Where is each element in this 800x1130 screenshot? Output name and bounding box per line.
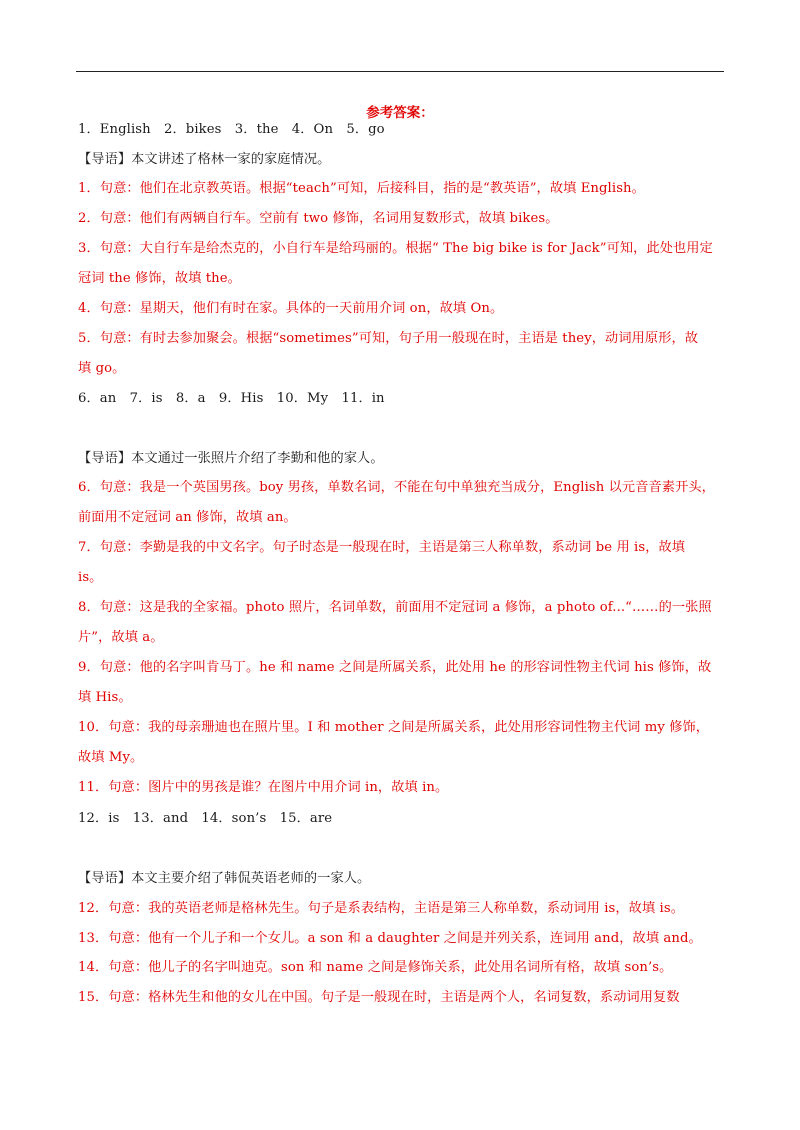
text-line: 【导语】本文讲述了格林一家的家庭情况。 xyxy=(78,152,331,167)
page-title: 参考答案： xyxy=(366,105,434,121)
text-line: 8．句意：这是我的全家福。photo 照片，名词单数，前面用不定冠词 a 修饰，a photo of...“……的一张照 xyxy=(78,600,712,615)
text-line: 7．句意：李勤是我的中文名字。句子时态是一般现在时，主语是第三人称单数，系动词 be 用 is，故填 xyxy=(78,540,686,555)
text-line: 15．句意：格林先生和他的女儿在中国。句子是一般现在时，主语是两个人，名词复数，系动词用复数 xyxy=(78,990,680,1005)
text-line: 12．is 13．and 14．son’s 15．are xyxy=(78,811,333,826)
text-line: 【导语】本文主要介绍了韩侃英语老师的一家人。 xyxy=(78,871,371,886)
text-line: 9．句意：他的名字叫肯马丁。he 和 name 之间是所属关系，此处用 he 的形容词性物主代词 his 修饰，故 xyxy=(78,660,712,675)
text-line: 3．句意：大自行车是给杰克的，小自行车是给玛丽的。根据“ The big bike is for Jack”可知，此处也用定 xyxy=(78,241,713,256)
text-line: 11．句意：图片中的男孩是谁？在图片中用介词 in，故填 in。 xyxy=(78,780,449,795)
text-line: 1．句意：他们在北京教英语。根据“teach”可知，后接科目，指的是“教英语”，故填 English。 xyxy=(78,181,645,196)
header-rule xyxy=(76,71,724,72)
text-line: is。 xyxy=(78,570,103,585)
text-line: 13．句意：他有一个儿子和一个女儿。a son 和 a daughter 之间是并列关系，连词用 and，故填 and。 xyxy=(78,931,702,946)
text-line: 10．句意：我的母亲珊迪也在照片里。I 和 mother 之间是所属关系，此处用形容词性物主代词 my 修饰， xyxy=(78,720,710,735)
text-line: 2．句意：他们有两辆自行车。空前有 two 修饰，名词用复数形式，故填 bikes。 xyxy=(78,211,559,226)
text-line: 前面用不定冠词 an 修饰，故填 an。 xyxy=(78,510,297,525)
text-line: 6．an 7．is 8．a 9．His 10．My 11．in xyxy=(78,391,385,406)
text-line: 故填 My。 xyxy=(78,750,144,765)
text-line: 冠词 the 修饰，故填 the。 xyxy=(78,271,241,286)
text-line: 12．句意：我的英语老师是格林先生。句子是系表结构，主语是第三人称单数，系动词用 is，故填 is。 xyxy=(78,901,685,916)
text-line: 6．句意：我是一个英国男孩。boy 男孩，单数名词，不能在句中单独充当成分，English 以元音音素开头， xyxy=(78,480,715,495)
text-line: 5．句意：有时去参加聚会。根据“sometimes”可知，句子用一般现在时，主语是 they，动词用原形，故 xyxy=(78,331,699,346)
text-line: 14．句意：他儿子的名字叫迪克。son 和 name 之间是修饰关系，此处用名词所有格，故填 son’s。 xyxy=(78,960,673,975)
text-line: 【导语】本文通过一张照片介绍了李勤和他的家人。 xyxy=(78,451,384,466)
text-line: 1．English 2．bikes 3．the 4．On 5．go xyxy=(78,122,385,137)
text-line: 片”，故填 a。 xyxy=(78,630,164,645)
text-line: 填 His。 xyxy=(78,690,132,705)
text-line: 填 go。 xyxy=(78,361,126,376)
text-line: 4．句意：星期天，他们有时在家。具体的一天前用介词 on，故填 On。 xyxy=(78,301,504,316)
